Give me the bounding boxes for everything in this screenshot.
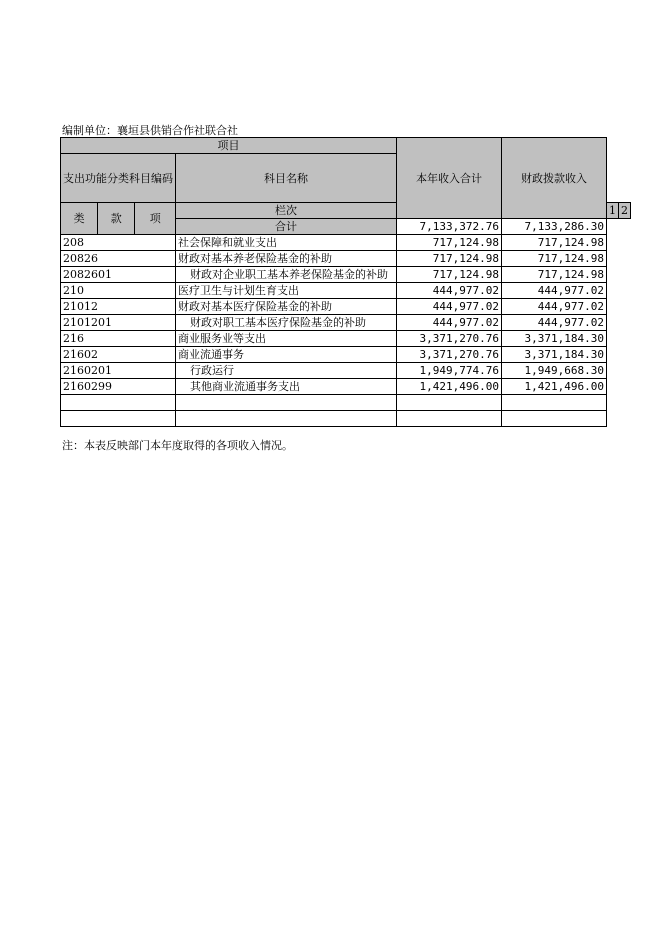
- row-fiscal: [502, 411, 607, 427]
- row-fiscal: 444,977.02: [502, 283, 607, 299]
- row-fiscal: 444,977.02: [502, 315, 607, 331]
- xiang-header: 项: [135, 203, 176, 235]
- row-total: 3,371,270.76: [397, 347, 502, 363]
- row-name: 财政对职工基本医疗保险基金的补助: [176, 315, 397, 331]
- row-total: [397, 411, 502, 427]
- row-name: 商业服务业等支出: [176, 331, 397, 347]
- row-name: 其他商业流通事务支出: [176, 379, 397, 395]
- project-header: 项目: [61, 138, 397, 154]
- row-total: 717,124.98: [397, 267, 502, 283]
- lei-header: 类: [61, 203, 98, 235]
- row-name: 财政对基本医疗保险基金的补助: [176, 299, 397, 315]
- col1-number: 1: [607, 203, 619, 219]
- row-fiscal: 3,371,184.30: [502, 347, 607, 363]
- row-code: 2160299: [61, 379, 176, 395]
- row-name: [176, 411, 397, 427]
- row-total: 3,371,270.76: [397, 331, 502, 347]
- row-code: [61, 395, 176, 411]
- row-total: [397, 395, 502, 411]
- table-row: [61, 395, 631, 411]
- row-name: [176, 395, 397, 411]
- row-name: 社会保障和就业支出: [176, 235, 397, 251]
- row-fiscal: [502, 395, 607, 411]
- row-fiscal: 717,124.98: [502, 235, 607, 251]
- row-fiscal: 1,421,496.00: [502, 379, 607, 395]
- row-code: 2101201: [61, 315, 176, 331]
- row-total: 444,977.02: [397, 283, 502, 299]
- col-fiscal-header: 财政拨款收入: [502, 138, 607, 219]
- table-row: [61, 299, 631, 315]
- row-fiscal: 717,124.98: [502, 267, 607, 283]
- row-fiscal: 3,371,184.30: [502, 331, 607, 347]
- table-row: [61, 267, 631, 283]
- table-row: [61, 251, 631, 267]
- row-name: 行政运行: [176, 363, 397, 379]
- table-row: [61, 347, 631, 363]
- row-code: [61, 411, 176, 427]
- table-row: [61, 411, 631, 427]
- code-header: 支出功能分类科目编码: [61, 154, 176, 203]
- row-code: 21602: [61, 347, 176, 363]
- table-row: [61, 331, 631, 347]
- row-name: 医疗卫生与计划生育支出: [176, 283, 397, 299]
- row-total: 1,949,774.76: [397, 363, 502, 379]
- lanci-header: 栏次: [176, 203, 397, 219]
- row-fiscal: 1,949,668.30: [502, 363, 607, 379]
- row-name: 财政对基本养老保险基金的补助: [176, 251, 397, 267]
- footnote: 注：本表反映部门本年度取得的各项收入情况。: [62, 439, 293, 452]
- table-row: [61, 363, 631, 379]
- row-code: 2160201: [61, 363, 176, 379]
- sum-fiscal: 7,133,286.30: [502, 219, 607, 235]
- row-name: 财政对企业职工基本养老保险基金的补助: [176, 267, 397, 283]
- reporting-unit: 编制单位：襄垣县供销合作社联合社: [62, 124, 238, 137]
- row-code: 208: [61, 235, 176, 251]
- col-total-header: 本年收入合计: [397, 138, 502, 219]
- table-row: [61, 315, 631, 331]
- row-total: 717,124.98: [397, 251, 502, 267]
- row-fiscal: 444,977.02: [502, 299, 607, 315]
- row-code: 2082601: [61, 267, 176, 283]
- income-table: [60, 137, 631, 427]
- row-total: 1,421,496.00: [397, 379, 502, 395]
- row-name: 商业流通事务: [176, 347, 397, 363]
- row-code: 216: [61, 331, 176, 347]
- name-header: 科目名称: [176, 154, 397, 203]
- row-code: 210: [61, 283, 176, 299]
- row-fiscal: 717,124.98: [502, 251, 607, 267]
- row-total: 717,124.98: [397, 235, 502, 251]
- table-row: [61, 379, 631, 395]
- col2-number: 2: [619, 203, 631, 219]
- sum-total: 7,133,372.76: [397, 219, 502, 235]
- sum-label: 合计: [176, 219, 397, 235]
- row-total: 444,977.02: [397, 315, 502, 331]
- row-code: 21012: [61, 299, 176, 315]
- row-code: 20826: [61, 251, 176, 267]
- kuan-header: 款: [98, 203, 135, 235]
- table-row: [61, 235, 631, 251]
- row-total: 444,977.02: [397, 299, 502, 315]
- table-row: [61, 283, 631, 299]
